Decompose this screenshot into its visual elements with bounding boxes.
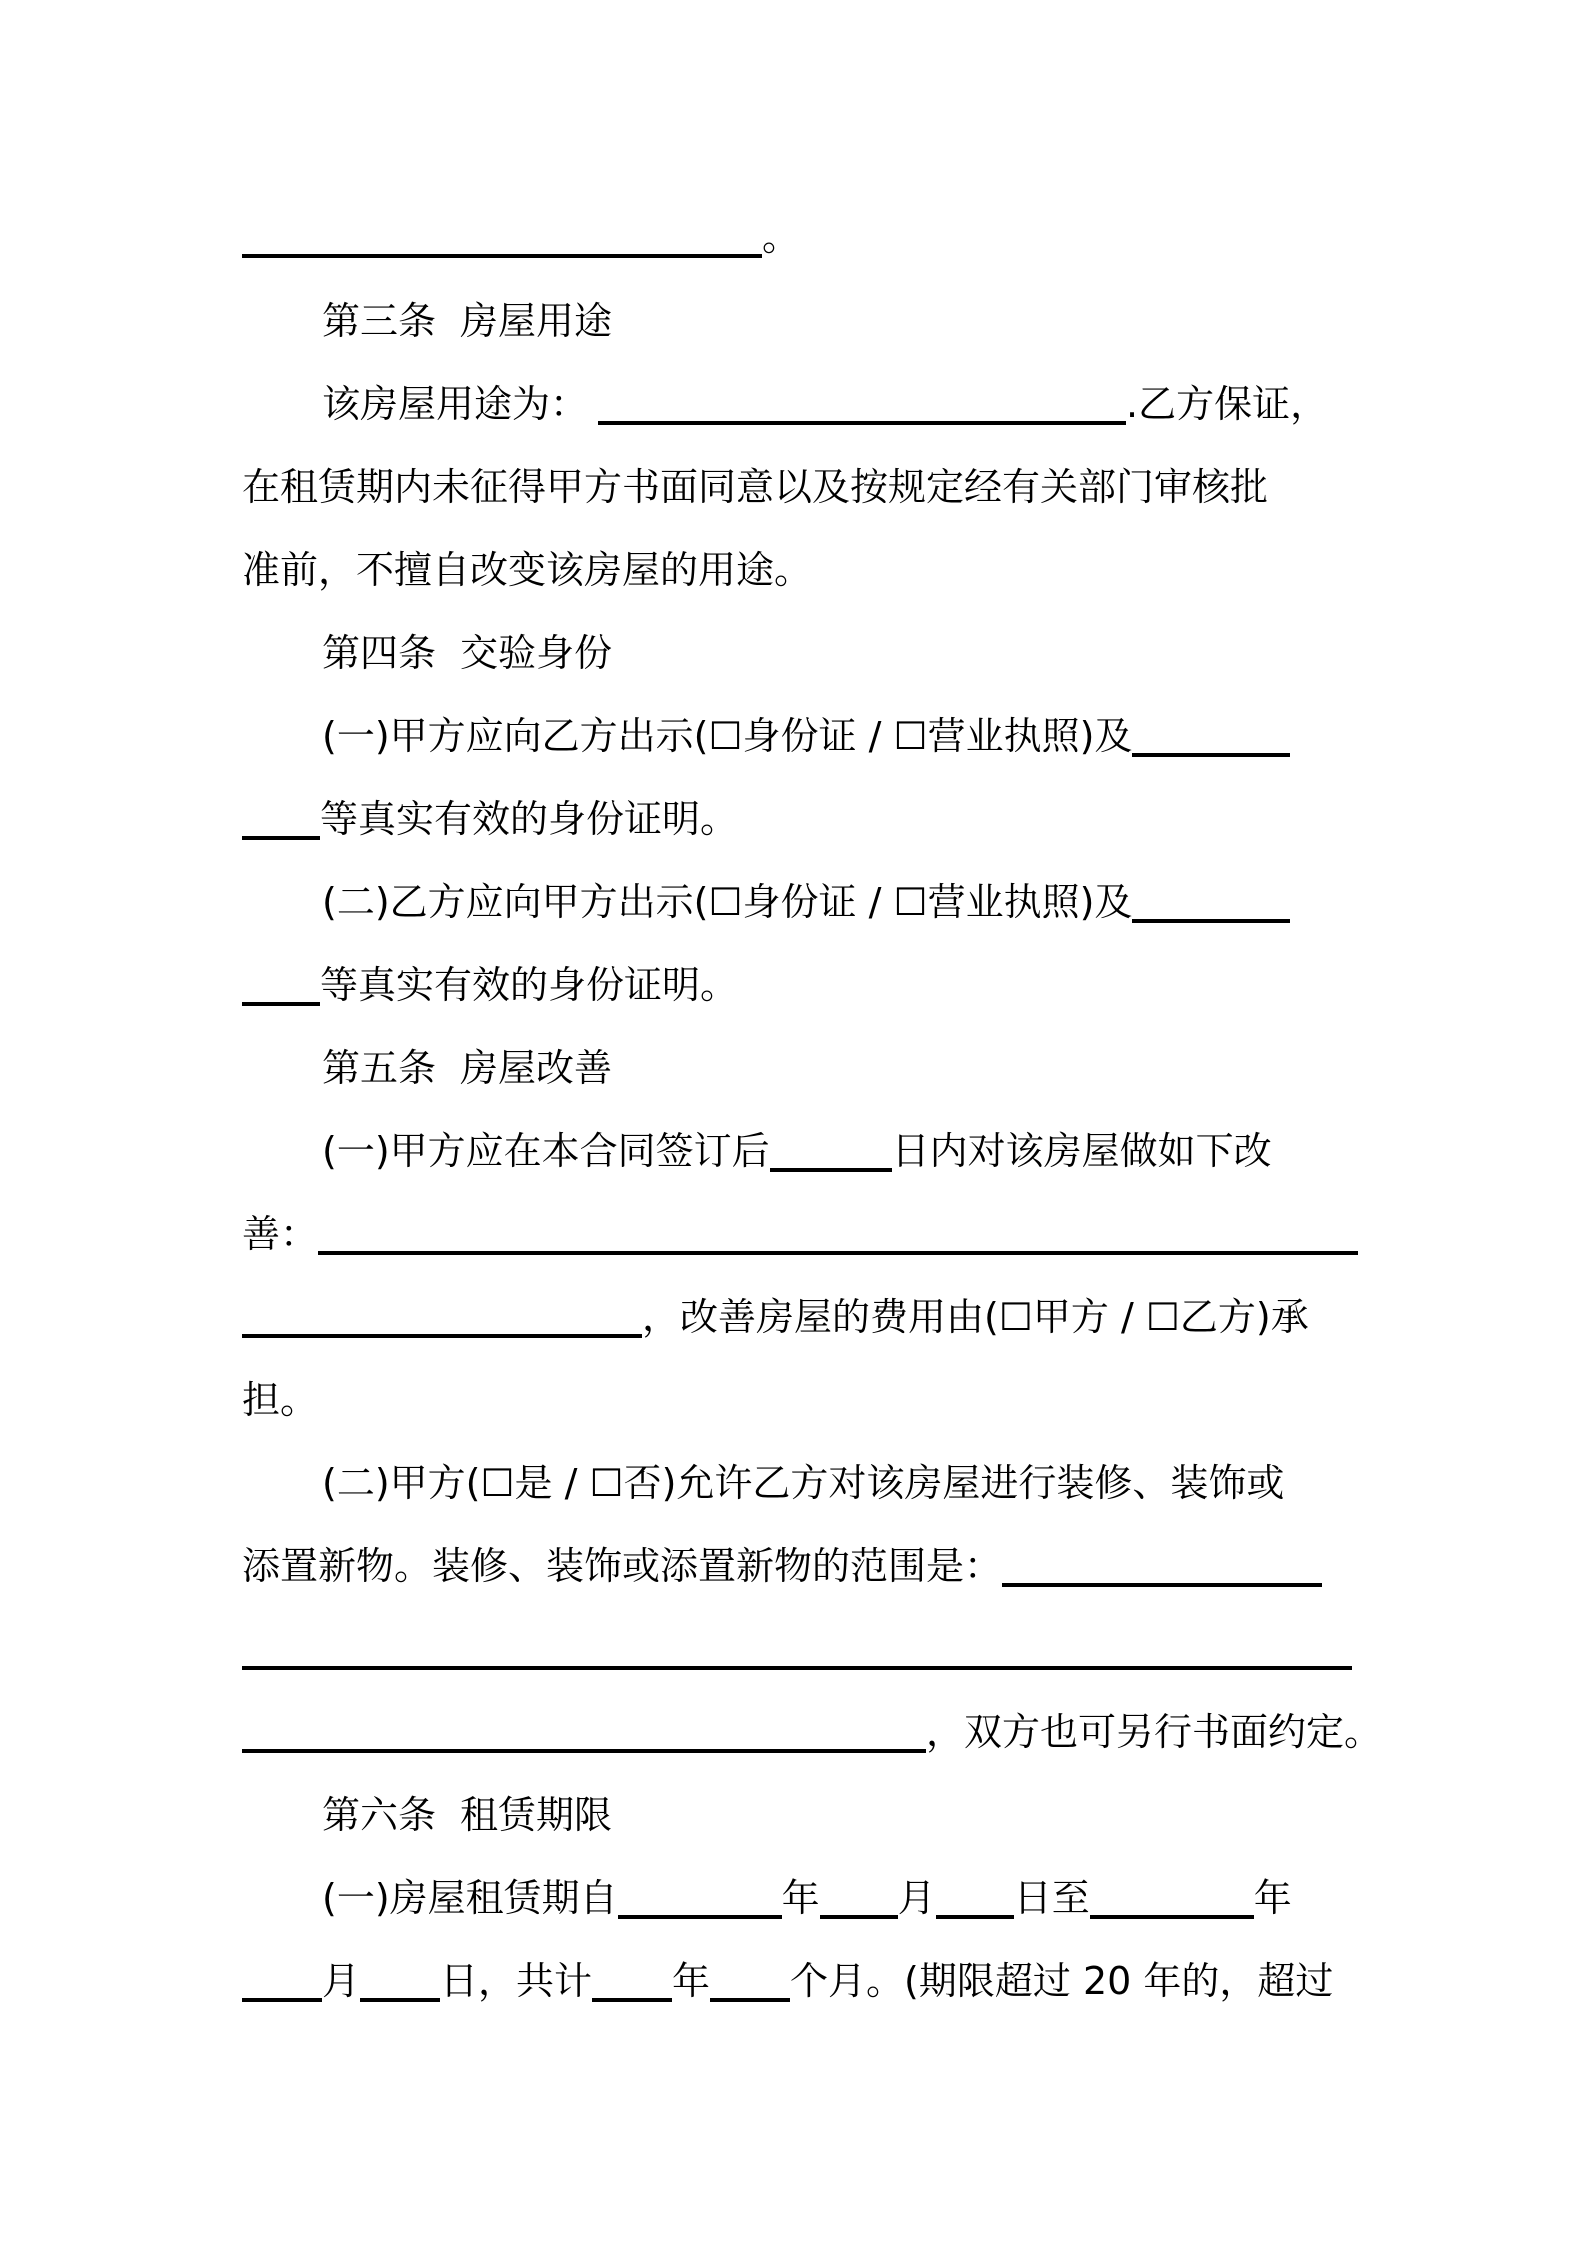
improvement-blank-cont[interactable] (242, 1288, 642, 1338)
text: 月 (897, 1876, 936, 1920)
text: 担。 (242, 1378, 319, 1422)
article-number: 第五条 (322, 1046, 437, 1090)
line-5 (242, 541, 1362, 599)
line-17 (242, 1537, 1362, 1595)
text: ，改善房屋的费用由(☐甲方 / ☐乙方)承 (642, 1295, 1309, 1339)
article-6-heading (322, 1786, 1362, 1844)
line-14 (242, 1288, 1362, 1346)
article-title: 交验身份 (460, 631, 613, 675)
text: 年 (1253, 1876, 1292, 1920)
article-title: 房屋用途 (460, 299, 613, 343)
text: 月 (322, 1959, 361, 2003)
article-title: 租赁期限 (460, 1793, 613, 1837)
text: 年 (672, 1959, 711, 2003)
renovation-scope-blank-cont[interactable] (242, 1620, 1352, 1670)
text: 在租赁期内未征得甲方书面同意以及按规定经有关部门审核批 (242, 465, 1269, 509)
article-number: 第四条 (322, 631, 437, 675)
text: (一)甲方应在本合同签订后 (322, 1129, 770, 1173)
end-day-blank[interactable] (360, 1952, 440, 2002)
article-5-heading (322, 1039, 1362, 1097)
id-doc-blank-cont[interactable] (242, 790, 320, 840)
text: .乙方保证， (1126, 382, 1329, 426)
line-12 (322, 1122, 1362, 1180)
line-18 (242, 1620, 1362, 1678)
text: 等真实有效的身份证明。 (320, 797, 739, 841)
purpose-blank[interactable] (598, 375, 1126, 425)
start-day-blank[interactable] (936, 1869, 1014, 1919)
line-9 (322, 873, 1362, 931)
text: 日，共计 (440, 1959, 593, 2003)
article-title: 房屋改善 (460, 1046, 613, 1090)
total-years-blank[interactable] (592, 1952, 672, 2002)
total-months-blank[interactable] (710, 1952, 790, 2002)
blank-field[interactable] (242, 208, 762, 258)
days-blank[interactable] (770, 1122, 892, 1172)
line-1 (242, 208, 1362, 266)
id-doc-blank-cont[interactable] (242, 956, 320, 1006)
article-4-heading (322, 624, 1362, 682)
id-doc-blank[interactable] (1132, 707, 1290, 757)
text: (一)房屋租赁期自 (322, 1876, 618, 1920)
text: 个月。(期限超过 20 年的，超过 (790, 1959, 1334, 2003)
text: 。 (762, 215, 801, 259)
improvement-blank[interactable] (318, 1205, 1358, 1255)
end-month-blank[interactable] (242, 1952, 322, 2002)
renovation-scope-blank[interactable] (1002, 1537, 1322, 1587)
text: 等真实有效的身份证明。 (320, 963, 739, 1007)
article-number: 第三条 (322, 299, 437, 343)
end-year-blank[interactable] (1090, 1869, 1254, 1919)
text: 准前，不擅自改变该房屋的用途。 (242, 548, 813, 592)
text: 年 (781, 1876, 820, 1920)
line-7 (322, 707, 1362, 765)
line-15 (242, 1371, 1362, 1429)
article-number: 第六条 (322, 1793, 437, 1837)
text: 日至 (1013, 1876, 1090, 1920)
text: 善： (242, 1212, 319, 1256)
line-22 (242, 1952, 1362, 2010)
id-doc-blank[interactable] (1132, 873, 1290, 923)
text: 该房屋用途为： (322, 382, 589, 426)
text: 添置新物。装修、装饰或添置新物的范围是： (242, 1544, 1003, 1588)
renovation-scope-blank-end[interactable] (242, 1703, 926, 1753)
line-10 (242, 956, 1362, 1014)
line-8 (242, 790, 1362, 848)
line-3 (322, 375, 1362, 433)
text: 日内对该房屋做如下改 (891, 1129, 1272, 1173)
line-21 (322, 1869, 1362, 1927)
text: (二)乙方应向甲方出示(☐身份证 / ☐营业执照)及 (322, 880, 1133, 924)
line-4 (242, 458, 1362, 516)
text: ，双方也可另行书面约定。 (926, 1710, 1383, 1754)
line-13 (242, 1205, 1362, 1263)
text: (二)甲方(☐是 / ☐否)允许乙方对该房屋进行装修、装饰或 (322, 1461, 1285, 1505)
text: (一)甲方应向乙方出示(☐身份证 / ☐营业执照)及 (322, 714, 1133, 758)
start-year-blank[interactable] (618, 1869, 782, 1919)
line-16 (322, 1454, 1362, 1512)
start-month-blank[interactable] (820, 1869, 898, 1919)
line-19 (242, 1703, 1383, 1761)
article-3-heading (322, 292, 1362, 350)
